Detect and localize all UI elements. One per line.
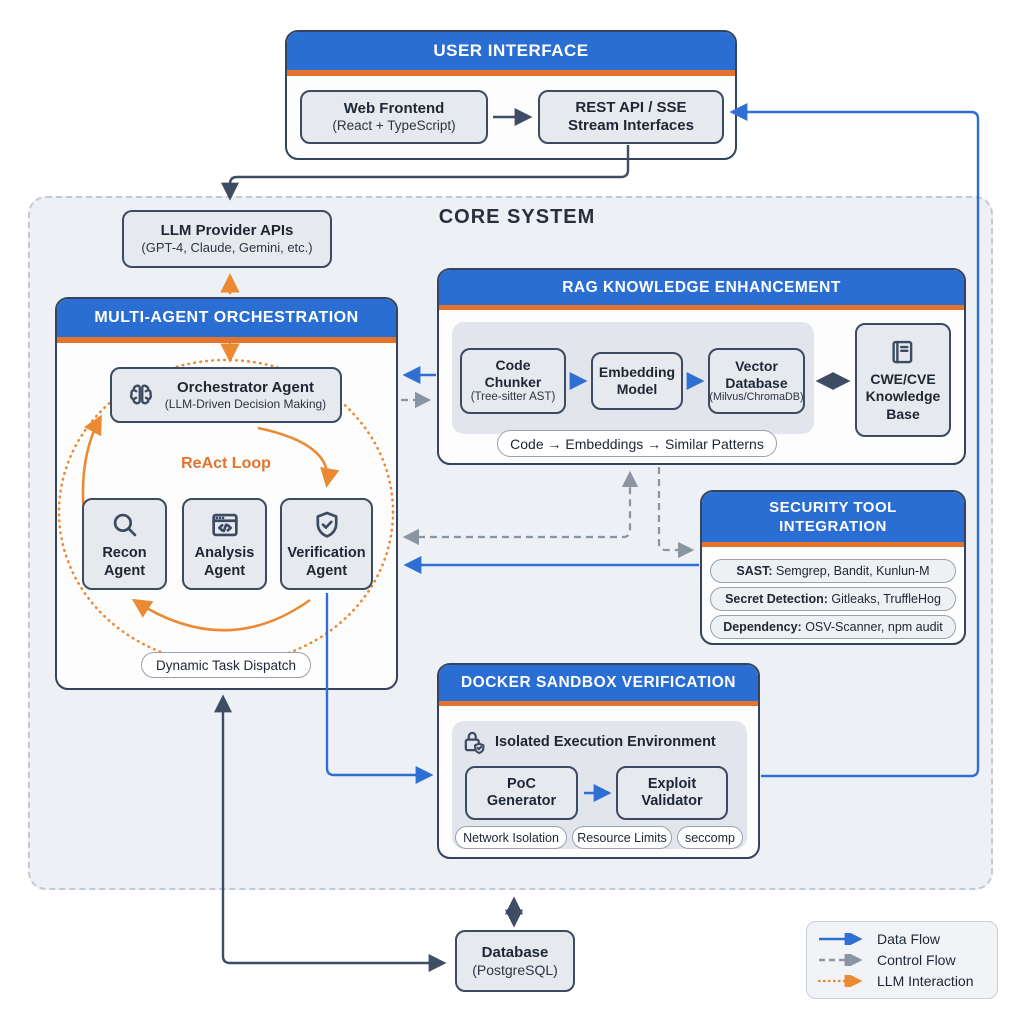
database-label: Database bbox=[481, 943, 549, 961]
accent-stripe bbox=[439, 305, 964, 310]
legend bbox=[806, 921, 998, 999]
exploit-label2: Validator bbox=[641, 793, 703, 809]
dynamic-task-dispatch-pill: Dynamic Task Dispatch bbox=[141, 652, 311, 678]
agent-label: Analysis bbox=[194, 545, 255, 562]
web-frontend-sublabel: (React + TypeScript) bbox=[332, 117, 456, 133]
accent-stripe bbox=[287, 70, 735, 76]
embedding-label: Embedding bbox=[598, 364, 676, 381]
shield-check-icon bbox=[310, 508, 344, 542]
multi-agent-panel bbox=[55, 297, 398, 690]
legend-label: Data Flow bbox=[877, 931, 941, 947]
legend-label: LLM Interaction bbox=[877, 973, 974, 989]
agent-label: Agent bbox=[305, 562, 348, 579]
poc-label: PoC bbox=[507, 775, 536, 792]
embedding-label2: Model bbox=[616, 381, 658, 397]
rag-pipeline-pill: Code → Embeddings → Similar Patterns bbox=[497, 430, 777, 457]
poc-generator-box bbox=[465, 766, 578, 820]
analysis-agent-box bbox=[182, 498, 267, 590]
legend-control-flow bbox=[817, 952, 987, 968]
user-interface-title: USER INTERFACE bbox=[287, 32, 735, 70]
sast-value: Semgrep, Bandit, Kunlun-M bbox=[776, 564, 930, 578]
llm-apis-sublabel: (GPT-4, Claude, Gemini, etc.) bbox=[141, 240, 313, 256]
poc-label2: Generator bbox=[486, 793, 557, 809]
database-sublabel: (PostgreSQL) bbox=[472, 961, 558, 978]
vector-database-box bbox=[708, 348, 805, 414]
accent-stripe bbox=[702, 542, 964, 547]
react-loop-label: ReAct Loop bbox=[181, 455, 271, 472]
sast-pill bbox=[710, 559, 956, 583]
code-chunker-sublabel: (Tree-sitter AST) bbox=[470, 390, 556, 403]
security-title-line1: SECURITY TOOL bbox=[769, 498, 897, 516]
agent-label: Agent bbox=[203, 562, 246, 579]
legend-label: Control Flow bbox=[877, 952, 956, 968]
resource-limits-pill: Resource Limits bbox=[572, 826, 672, 849]
code-chunker-box bbox=[460, 348, 566, 414]
cwe-cve-label: CWE/CVE Knowledge Base bbox=[865, 370, 941, 422]
database-box bbox=[455, 930, 575, 992]
vector-db-sublabel: (Milvus/ChromaDB) bbox=[709, 391, 804, 404]
legend-llm-interaction bbox=[817, 973, 987, 989]
book-icon bbox=[888, 337, 918, 367]
rest-api-sublabel: Stream Interfaces bbox=[568, 117, 694, 134]
verification-agent-box bbox=[280, 498, 373, 590]
cwe-cve-box bbox=[855, 323, 951, 437]
seccomp-pill: seccomp bbox=[677, 826, 743, 849]
web-frontend-box bbox=[300, 90, 488, 144]
orchestrator-agent-box bbox=[110, 367, 342, 423]
agent-label: Agent bbox=[103, 562, 146, 579]
magnifier-icon bbox=[108, 508, 142, 542]
multi-agent-title: MULTI-AGENT ORCHESTRATION bbox=[57, 299, 396, 337]
vector-db-label2: Database bbox=[725, 374, 788, 391]
isolated-env-row bbox=[460, 728, 740, 756]
secret-detection-label: Secret Detection: bbox=[725, 592, 828, 606]
dependency-pill bbox=[710, 615, 956, 639]
llm-provider-apis-box bbox=[122, 210, 332, 268]
docker-title: DOCKER SANDBOX VERIFICATION bbox=[439, 665, 758, 701]
accent-stripe bbox=[57, 337, 396, 343]
data-flow-arrow-icon bbox=[817, 933, 869, 945]
vector-db-label: Vector bbox=[735, 357, 778, 374]
llm-apis-label: LLM Provider APIs bbox=[160, 222, 294, 240]
legend-data-flow bbox=[817, 931, 987, 947]
lock-shield-icon bbox=[460, 728, 488, 756]
dependency-label: Dependency: bbox=[723, 620, 802, 634]
llm-interaction-arrow-icon bbox=[817, 975, 869, 987]
secret-detection-value: Gitleaks, TruffleHog bbox=[831, 592, 941, 606]
sast-label: SAST: bbox=[736, 564, 773, 578]
security-title-line2: INTEGRATION bbox=[779, 518, 887, 535]
orchestrator-label: Orchestrator Agent bbox=[177, 378, 314, 396]
brain-icon bbox=[126, 380, 156, 410]
rest-api-label: REST API / SSE bbox=[575, 99, 687, 116]
agent-label: Recon bbox=[102, 545, 147, 562]
accent-stripe bbox=[439, 701, 758, 706]
orchestrator-sublabel: (LLM-Driven Decision Making) bbox=[164, 396, 327, 411]
code-window-icon bbox=[208, 508, 242, 542]
core-system-label: CORE SYSTEM bbox=[438, 206, 596, 228]
network-isolation-pill: Network Isolation bbox=[455, 826, 567, 849]
embedding-model-box bbox=[591, 352, 683, 410]
web-frontend-label: Web Frontend bbox=[343, 99, 445, 117]
exploit-validator-box bbox=[616, 766, 728, 820]
secret-detection-pill bbox=[710, 587, 956, 611]
rag-title: RAG KNOWLEDGE ENHANCEMENT bbox=[439, 270, 964, 305]
recon-agent-box bbox=[82, 498, 167, 590]
rest-api-box bbox=[538, 90, 724, 144]
dependency-value: OSV-Scanner, npm audit bbox=[805, 620, 943, 634]
exploit-label: Exploit bbox=[647, 775, 697, 792]
isolated-env-label: Isolated Execution Environment bbox=[495, 734, 716, 750]
code-chunker-label: Code bbox=[495, 357, 531, 374]
control-flow-arrow-icon bbox=[817, 954, 869, 966]
security-title bbox=[702, 492, 964, 542]
agent-label: Verification bbox=[287, 545, 366, 562]
code-chunker-label2: Chunker bbox=[484, 374, 542, 391]
